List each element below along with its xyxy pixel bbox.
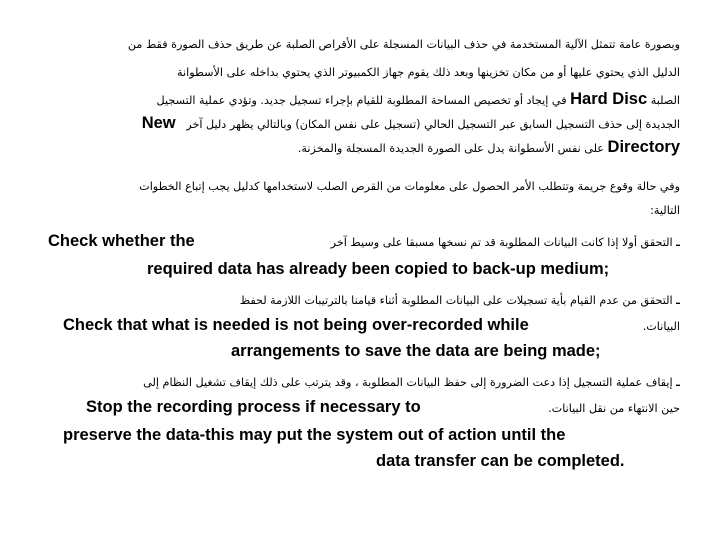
p2-line-1: وفي حالة وقوع جريمة وتتطلب الأمر الحصول على معلومات من القرص الصلب لاستخدامها كدليل يجب إتباع الخطوات — [139, 180, 680, 193]
directory-term: Directory — [607, 138, 680, 156]
p1-line-5 — [298, 138, 680, 157]
item3-ar-text-1: إيقاف عملية التسجيل إذا دعت الضرورة إلى حفظ البيانات المطلوبة ، وقد يترتب على ذلك إيقاف تشغيل النظام إلى — [143, 376, 673, 389]
item2-ar-text-1: التحقق من عدم القيام بأية تسجيلات على البيانات المطلوبة أثناء قيامنا بالترتيبات اللازمة لحفظ — [239, 294, 673, 307]
new-term: New — [141, 114, 176, 132]
p1-line-2: الدليل الذي يحتوي عليها أو من مكان تخزينها وبعد ذلك يقوم جهاز الكمبيوتر الذي يحتوي بداخله على الأسطوانة — [177, 66, 680, 79]
bullet-dash: ـ — [676, 236, 680, 249]
item2-ar-line-2: البيانات. — [642, 320, 680, 333]
bullet-dash: ـ — [676, 294, 680, 307]
item1-en-line-1: Check whether the — [48, 232, 195, 250]
p1-line-5-ar: على نفس الأسطوانة يدل على الصورة الجديدة المسجلة والمخزنة. — [297, 142, 604, 155]
p1-line-3 — [157, 90, 680, 109]
item1-en-line-2: required data has already been copied to back-up medium; — [147, 260, 610, 278]
p2-line-2: التالية: — [650, 204, 680, 217]
item1-ar-line — [331, 236, 680, 249]
p1-line-4-ar: الجديدة إلى حذف التسجيل السابق عبر التسجيل الحالي (تسجيل على نفس المكان) وبالتالي يظهر دليل آخر — [186, 118, 680, 131]
item3-ar-line-2: حين الانتهاء من نقل البيانات. — [548, 402, 680, 415]
item3-en-line-1: Stop the recording process if necessary to — [86, 398, 421, 416]
item3-en-line-3: data transfer can be completed. — [376, 452, 625, 470]
bullet-dash: ـ — [676, 376, 680, 389]
p1-line-4 — [142, 114, 680, 133]
item3-ar-line-1 — [143, 376, 680, 389]
item2-ar-line-1 — [240, 294, 680, 307]
item2-en-line-1: Check that what is needed is not being over-recorded while — [63, 316, 529, 334]
item3-en-line-2: preserve the data-this may put the system out of action until the — [63, 426, 566, 444]
p1-line-3-ar-b: في إيجاد أو تخصيص المساحة المطلوبة للقيام بإجراء تسجيل جديد. وتؤدي عملية التسجيل — [156, 94, 567, 107]
p1-line-3-ar-a: الصلبة — [650, 94, 680, 107]
hard-disc-term: Hard Disc — [570, 90, 648, 108]
item2-en-line-2: arrangements to save the data are being made; — [231, 342, 601, 360]
item1-ar-text: التحقق أولا إذا كانت البيانات المطلوبة قد تم نسخها مسبقا على وسيط آخر — [330, 236, 673, 249]
p1-line-1: وبصورة عامة تتمثل الآلية المستخدمة في حذف البيانات المسجلة على الأقراص الصلبة عن طريق حذف الصورة فقط من — [127, 38, 680, 51]
